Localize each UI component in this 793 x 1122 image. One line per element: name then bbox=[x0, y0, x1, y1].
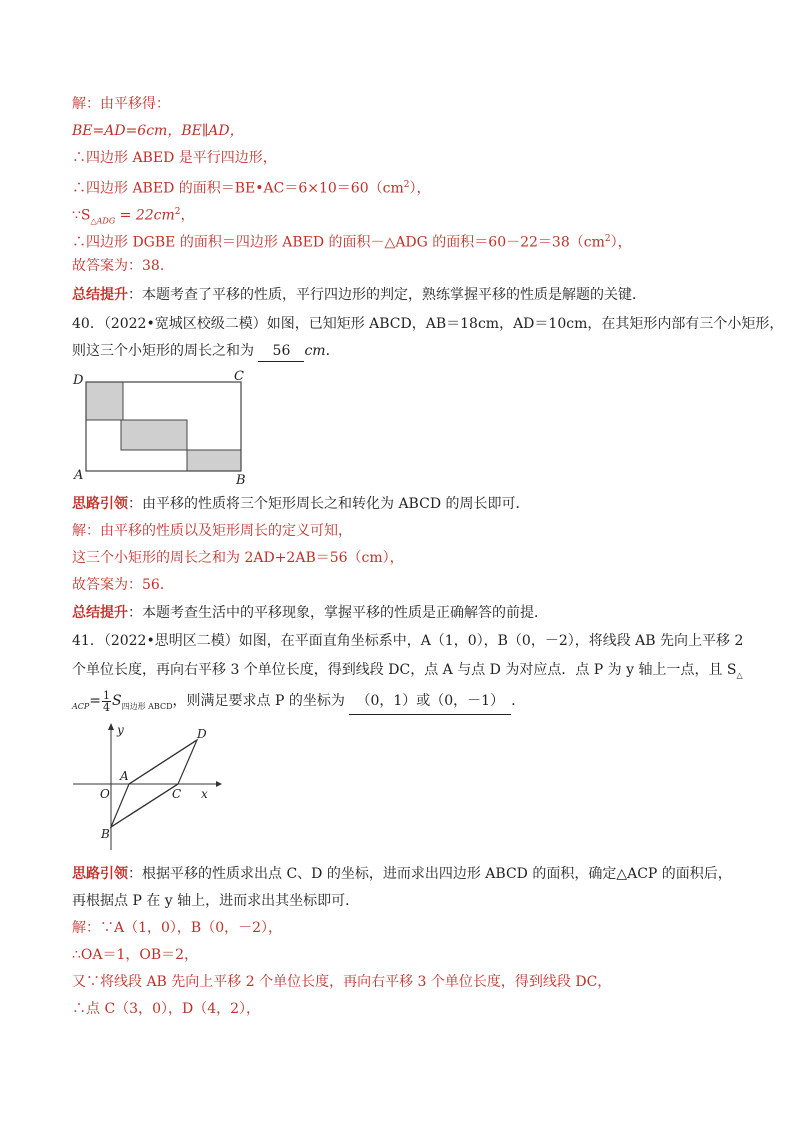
q41-hint-2: 再根据点 P 在 y 轴上，进而求出其坐标即可． bbox=[72, 893, 360, 909]
label-B: B bbox=[101, 827, 110, 841]
solution-line-1: 解：由平移得： bbox=[72, 96, 170, 112]
q40-summary: 总结提升：本题考查生活中的平移现象，掌握平移的性质是正确解答的前提． bbox=[72, 605, 548, 621]
q41-solution-3: 又∵将线段 AB 先向上平移 2 个单位长度，再向右平移 3 个单位长度，得到线段 DC， bbox=[72, 974, 612, 990]
q40-answer-blank: 56 bbox=[258, 341, 304, 362]
small-rect-2 bbox=[121, 420, 187, 450]
segment-AD bbox=[129, 740, 197, 784]
label-D: D bbox=[73, 373, 84, 388]
q40-rectangle-figure bbox=[70, 368, 260, 488]
label-D: D bbox=[197, 727, 207, 741]
label-C: C bbox=[172, 787, 182, 801]
label-C: C bbox=[234, 369, 244, 384]
q41-line-2: 个单位长度，再向右平移 3 个单位长度，得到线段 DC，点 A 与点 D 为对应点．点 P 为 y 轴上一点，且 $S_\triangle$ bbox=[72, 662, 743, 680]
solution-line-3: ∴四边形 ABED 是平行四边形， bbox=[72, 150, 277, 166]
label-x: x bbox=[201, 787, 208, 801]
q40-line-2: 则这三个小矩形的周长之和为 56 cm． bbox=[72, 341, 340, 362]
solution-line-4: ∴四边形 ABED 的面积$=BE•AC=6\times 10=60(cm^2)$， bbox=[72, 180, 431, 197]
small-rect-3 bbox=[187, 450, 241, 471]
q41-hint-1: 思路引领：根据平移的性质求出点 C、D 的坐标，进而求出四边形 ABCD 的面积，确定△ACP 的面积后， bbox=[72, 866, 732, 882]
q40-solution-1: 解：由平移的性质以及矩形周长的定义可知， bbox=[72, 523, 352, 539]
solution-line-2: BE=AD=6cm，BE∥AD， bbox=[72, 123, 244, 139]
q41-solution-2: ∴OA＝1，OB＝2， bbox=[72, 947, 199, 963]
segment-BC bbox=[111, 784, 178, 827]
q40-solution-3: 故答案为：56． bbox=[72, 577, 174, 593]
label-B: B bbox=[236, 473, 246, 488]
q41-answer-blank: （0，1）或（0，－1） bbox=[349, 688, 511, 715]
q41-coordinate-figure bbox=[68, 720, 228, 855]
label-A: A bbox=[74, 468, 84, 483]
label-y: y bbox=[117, 723, 124, 737]
label-O: O bbox=[100, 787, 110, 801]
q40-solution-2: 这三个小矩形的周长之和为 2AD+2AB＝56（cm）， bbox=[72, 550, 404, 566]
q41-line-3: $_{ACP}$= $\frac{1}{4}$ $S_{四边形 ABCD}$，则满足要求点 P 的坐标为 （0，1）或（0，－1） ． bbox=[72, 688, 526, 714]
q41-line-1: 41．（2022•思明区二模）如图，在平面直角坐标系中，A（1，0），B（0，－2），将线段 AB 先向上平移 2 bbox=[72, 633, 744, 649]
solution-line-6: ∴四边形 DGBE 的面积＝四边形 ABED 的面积－△ADG 的面积$=60-22=38(cm^2)$， bbox=[72, 234, 632, 251]
solution-line-7: 故答案为：38. bbox=[72, 258, 165, 274]
small-rect-1 bbox=[86, 382, 123, 420]
label-A: A bbox=[120, 769, 129, 783]
fraction-one-quarter: $\frac{1}{4}$ bbox=[103, 688, 111, 714]
q40-hint: 思路引领：由平移的性质将三个矩形周长之和转化为 ABCD 的周长即可． bbox=[72, 496, 530, 512]
q41-solution-4: ∴点 C（3，0），D（4，2）， bbox=[72, 1001, 261, 1017]
q40-line-1: 40．（2022•宽城区校级二模）如图，已知矩形 ABCD，AB＝18cm，AD＝10cm，在其矩形内部有三个小矩形， bbox=[72, 316, 784, 332]
q41-solution-1: 解：∵A（1，0），B（0，－2）， bbox=[72, 920, 283, 936]
solution-line-5: $\because S_{\triangle ADG} = 22cm^2$， bbox=[72, 207, 195, 226]
summary-line: 总结提升：本题考查了平移的性质，平行四边形的判定，熟练掌握平移的性质是解题的关键． bbox=[72, 287, 646, 303]
